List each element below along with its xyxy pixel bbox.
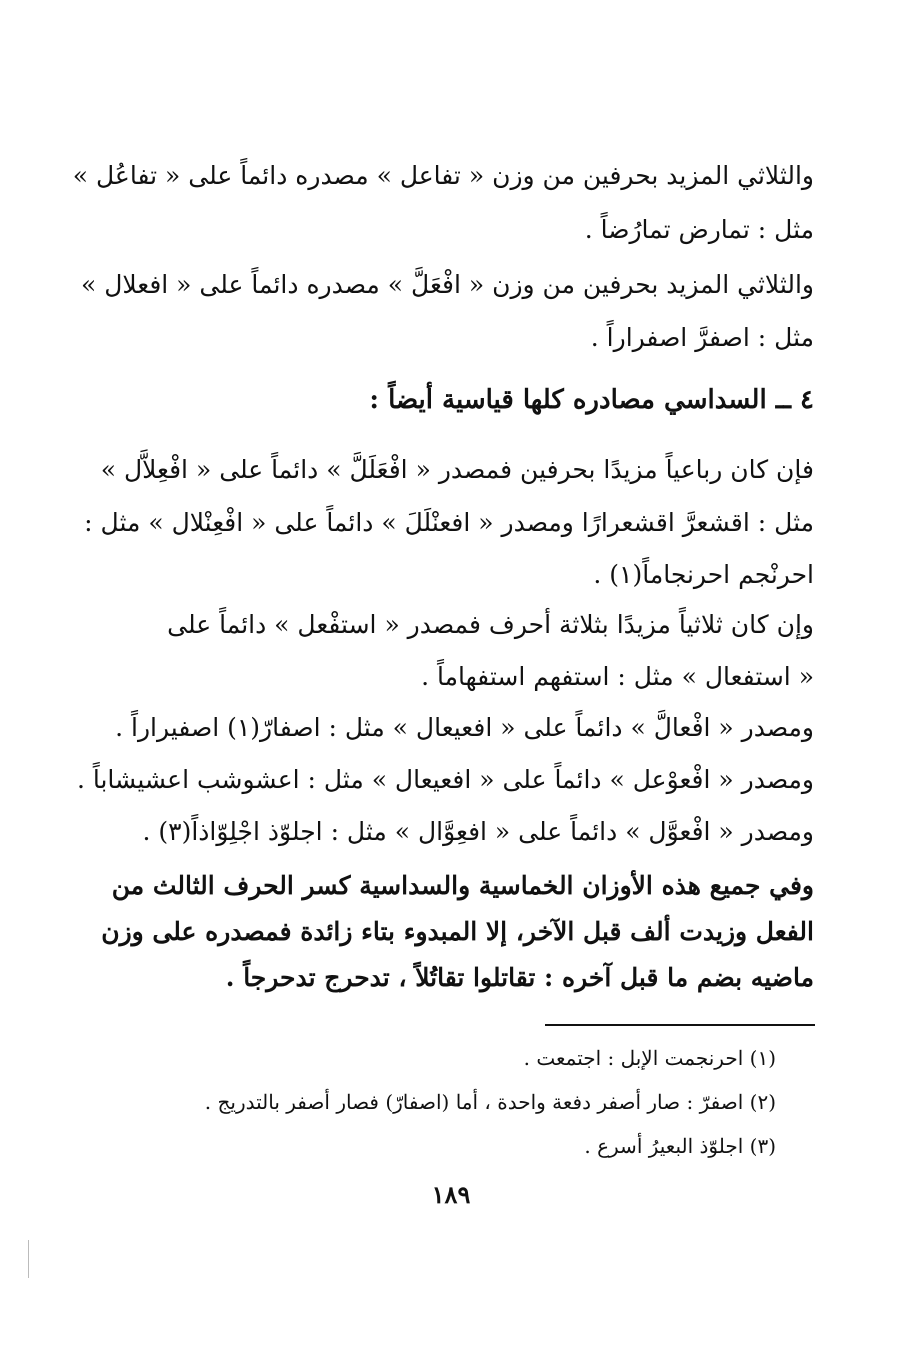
body-line-9: وإن كان ثلاثياً مزيدًا بثلاثة أحرف فمصدر « استفْعل » دائماً على [167, 610, 814, 639]
footnote-1: (١) احرنجمت الإبل : اجتمعت . [523, 1046, 776, 1070]
footnote-3: (٣) اجلوّذ البعيرُ أسرع . [584, 1134, 776, 1158]
page-number: ١٨٩ [431, 1180, 471, 1209]
body-line-3: والثلاثي المزيد بحرفين من وزن « افْعَلَّ » مصدره دائماً على « افعلال » [80, 270, 814, 299]
section-heading: ٤ ــ السداسي مصادره كلها قياسية أيضاً : [369, 385, 814, 415]
body-line-8: احرنْجم احرنجاماً(١) . [593, 560, 814, 589]
scan-edge-mark [28, 1240, 29, 1278]
footnote-2: (٢) اصفرّ : صار أصفر دفعة واحدة ، أما (اصفارّ) فصار أصفر بالتدريج . [204, 1090, 776, 1114]
body-line-11: ومصدر « افْعالَّ » دائماً على « افعيعال » مثل : اصفارّ(١) اصفيراراً . [115, 713, 814, 742]
body-line-1: والثلاثي المزيد بحرفين من وزن « تفاعل » مصدره دائماً على « تفاعُل » [72, 161, 814, 190]
body-line-16: ماضيه بضم ما قبل آخره : تقاتلوا تقاتُلاً ، تدحرج تدحرجاً . [225, 963, 814, 992]
body-line-7: مثل : اقشعرَّ اقشعرارًا ومصدر « افعنْلَلَ » دائماً على « افْعِنْلال » مثل : [84, 508, 814, 537]
body-line-14: وفي جميع هذه الأوزان الخماسية والسداسية كسر الحرف الثالث من [111, 871, 814, 900]
body-line-6: فإن كان رباعياً مزيدًا بحرفين فمصدر « افْعَلَلَّ » دائماً على « افْعِلاَّل » [100, 455, 814, 484]
body-line-4: مثل : اصفرَّ اصفراراً . [590, 323, 814, 352]
body-line-13: ومصدر « افْعوَّل » دائماً على « افعِوَّال » مثل : اجلوّذ اجْلِوّاذاً(٣) . [142, 817, 814, 846]
body-line-2: مثل : تمارض تمارُضاً . [584, 215, 814, 244]
body-line-12: ومصدر « افْعوْعل » دائماً على « افعيعال » مثل : اعشوشب اعشيشاباً . [76, 765, 814, 794]
body-line-10: « استفعال » مثل : استفهم استفهاماً . [421, 662, 814, 691]
footnote-divider [545, 1024, 815, 1026]
body-line-15: الفعل وزيدت ألف قبل الآخر، إلا المبدوء بتاء زائدة فمصدره على وزن [101, 917, 814, 946]
